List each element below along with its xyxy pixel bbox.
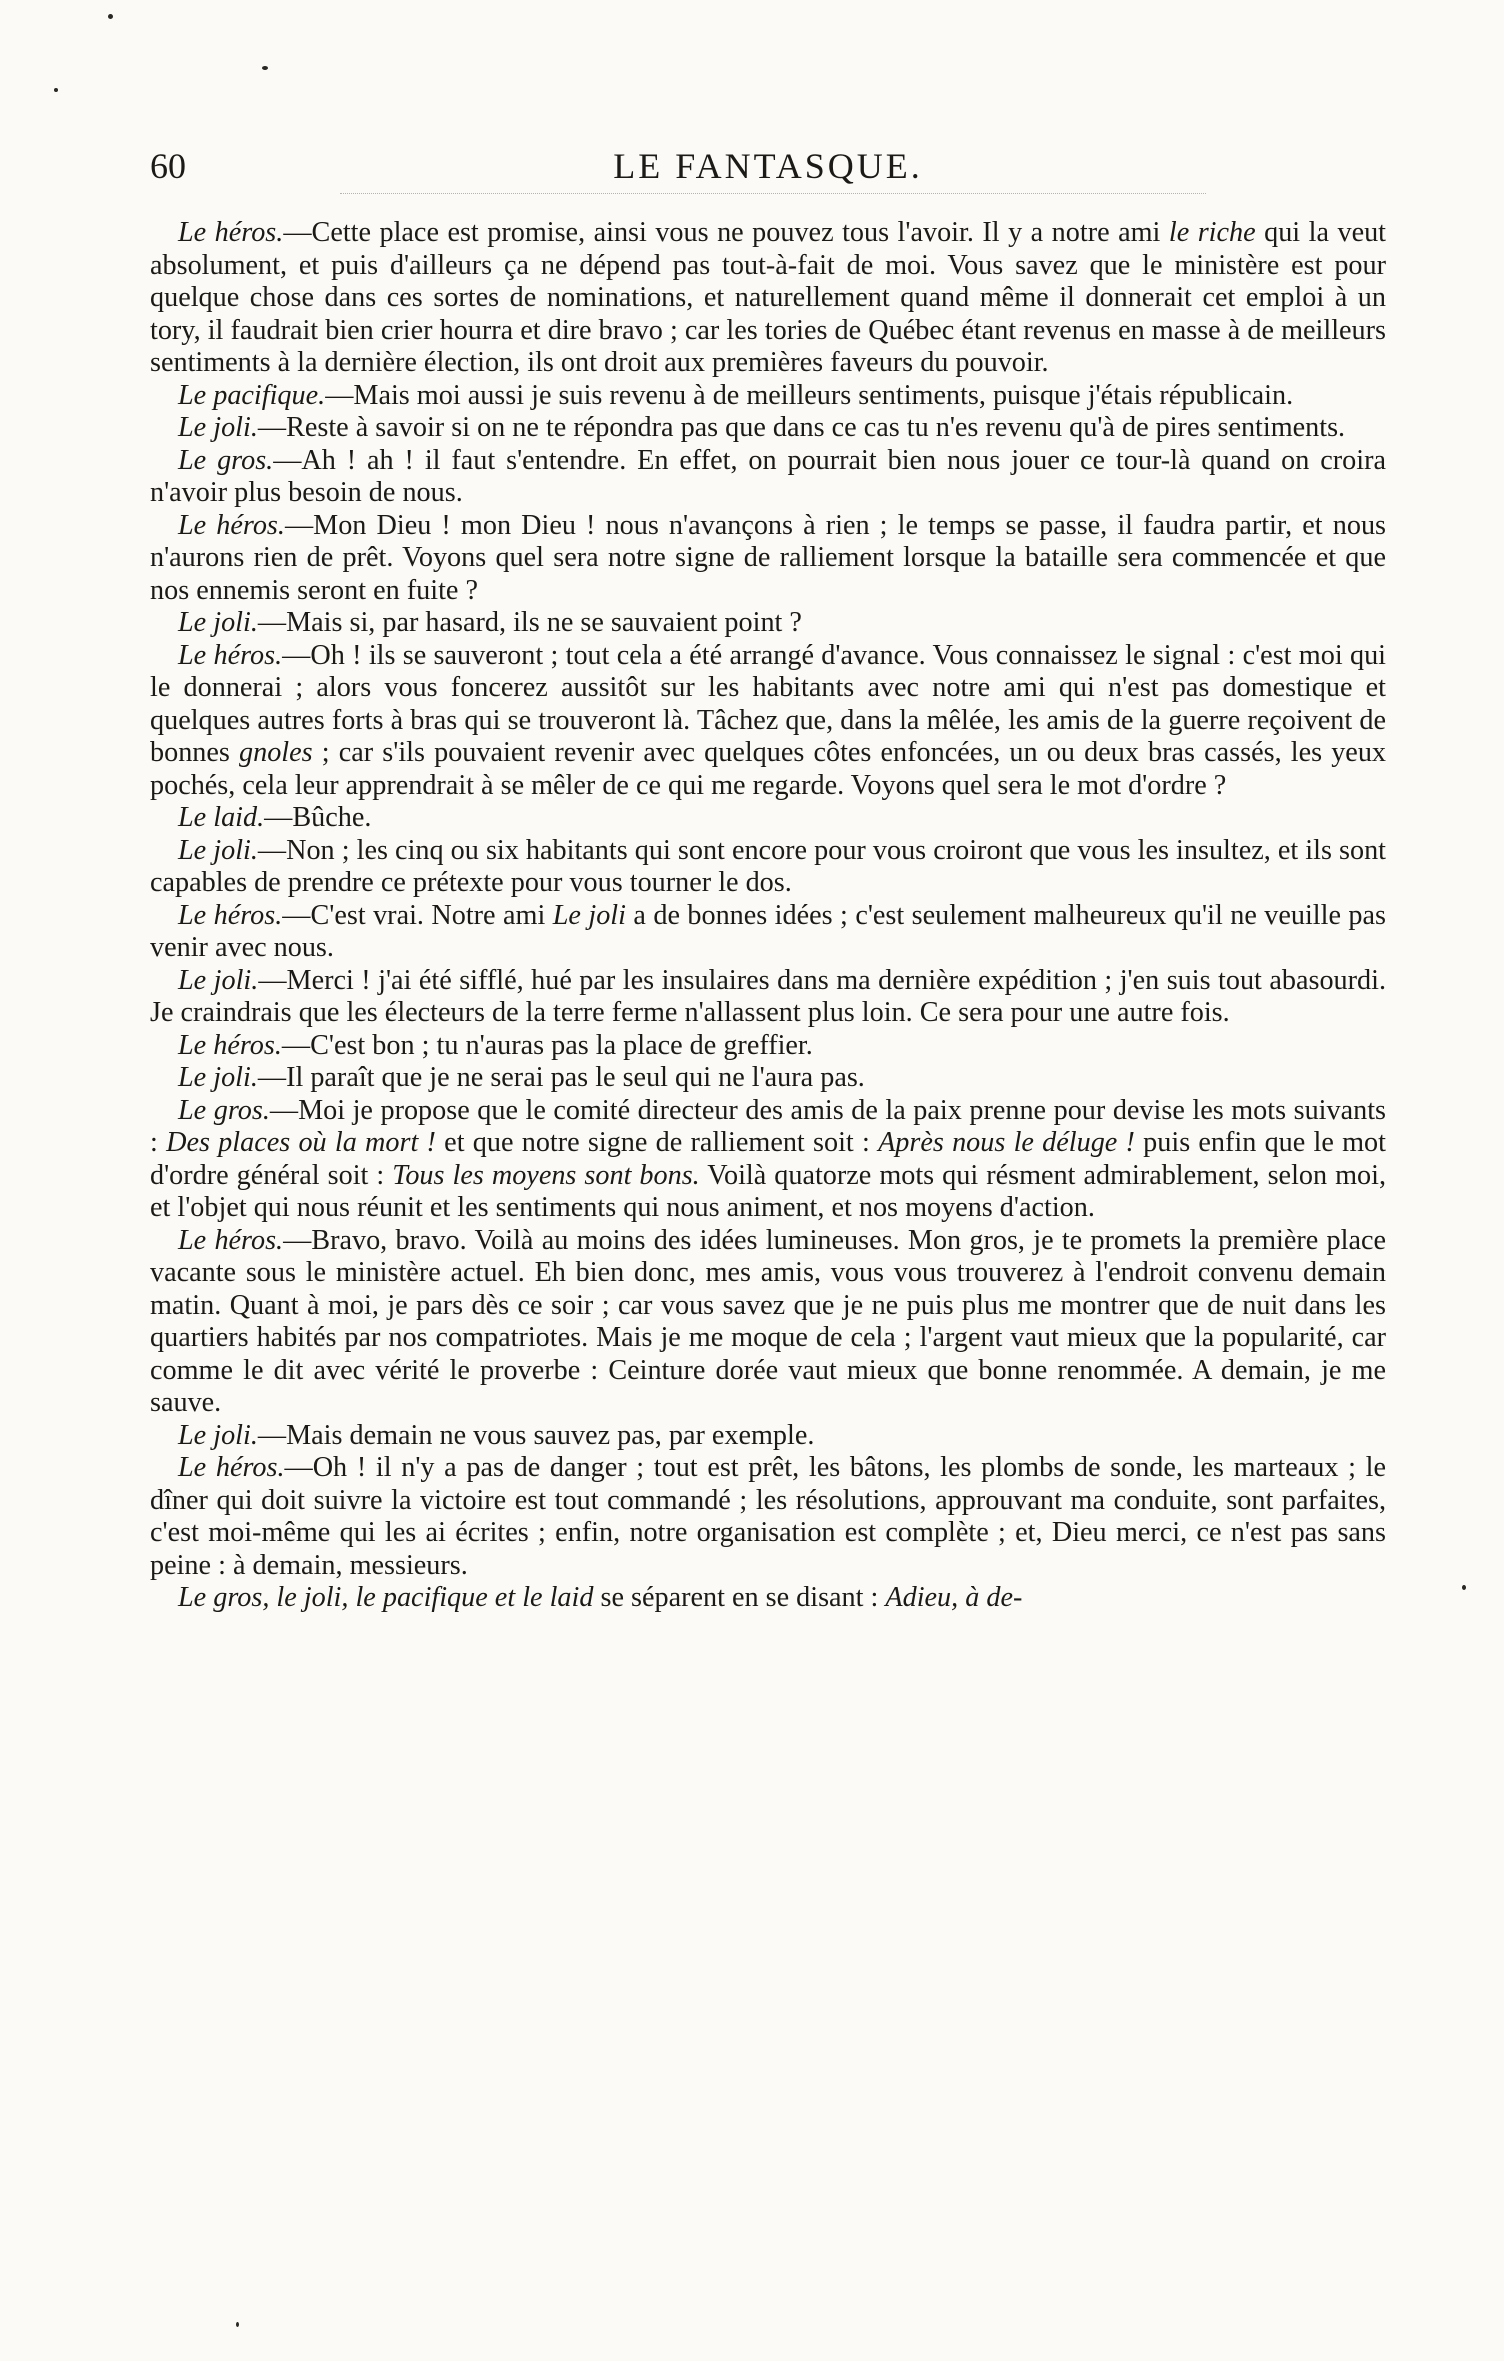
paragraph bbox=[150, 640, 1386, 803]
paragraph-text: —Bûche. bbox=[264, 802, 372, 833]
emphasis-text: Adieu, à de- bbox=[885, 1582, 1023, 1613]
paragraph bbox=[150, 835, 1386, 900]
paragraph-text: —Merci ! j'ai été sifflé, hué par les insulaires dans ma dernière expédition ; j'en suis tout abasourdi. Je craindrais que les électeurs de la terre ferme n'allassent plus loin. Ce sera pour une autre fois. bbox=[150, 964, 1387, 1028]
paragraph-text: a de bonnes idées ; c'est seulement malheureux qu'il ne veuille pas venir avec nous. bbox=[150, 899, 1386, 963]
page-number: 60 bbox=[150, 146, 186, 186]
paragraph-text: ; car s'ils pouvaient revenir avec quelques côtes enfoncées, un ou deux bras cassés, les yeux pochés, cela leur apprendrait à se mêler de ce qui me regarde. Voyons quel sera le mot d'ordre ? bbox=[150, 737, 1387, 801]
paragraph-text: —Cette place est promise, ainsi vous ne pouvez tous l'avoir. Il y a notre ami bbox=[283, 217, 1169, 248]
paragraph bbox=[150, 607, 1386, 640]
paragraph-text: puis enfin que le mot d'ordre général soit : bbox=[150, 1127, 1386, 1191]
speaker-name: Le héros. bbox=[178, 899, 283, 931]
speaker-name: Le gros. bbox=[178, 444, 274, 476]
paragraph-text: —Ah ! ah ! il faut s'entendre. En effet, on pourrait bien nous jouer ce tour-là quand on croira n'avoir plus besoin de nous. bbox=[150, 444, 1386, 508]
ink-speck bbox=[236, 2322, 239, 2327]
speaker-name: Le laid. bbox=[178, 802, 265, 833]
speaker-name: Le héros. bbox=[178, 509, 285, 541]
paragraph-text: —Oh ! il n'y a pas de danger ; tout est prêt, les bâtons, les plombs de sonde, les marteaux ; le dîner qui doit suivre la victoire est tout commandé ; les résolutions, approuvant ma conduite, sont parfaites, c'est moi-même qui les ai écrites ; enfin, notre organisation est complète ; et, Dieu merci, ce n'est pas sans peine : à demain, messieurs. bbox=[150, 1452, 1387, 1581]
emphasis-text: Après nous le déluge ! bbox=[878, 1127, 1135, 1158]
paragraph-text: —Oh ! ils se sauveront ; tout cela a été arrangé d'avance. Vous connaissez le signal : c'est moi qui le donnerai ; alors vous foncerez aussitôt sur les habitants avec notre ami qui n'est pas domestique et quelques autres forts à bras qui se trouveront là. Tâchez que, dans la mêlée, les amis de la guerre reçoivent de bonnes bbox=[150, 639, 1386, 768]
paragraph-text: —C'est bon ; tu n'auras pas la place de greffier. bbox=[281, 1029, 813, 1061]
speaker-name: Le héros. bbox=[178, 639, 283, 671]
speaker-name: Le joli. bbox=[178, 607, 258, 638]
paragraph-text: qui la veut absolument, et puis d'ailleurs ça ne dépend pas tout-à-fait de moi. Vous savez que le ministère est pour quelque chose dans ces sortes de nominations, et naturellement quand même il donnerait cet emploi à un tory, il faudrait bien crier hourra et dire bravo ; car les tories de Québec étant revenus en masse à de meilleurs sentiments à la dernière élection, ils ont droit aux premières faveurs du pouvoir. bbox=[150, 217, 1386, 378]
paragraph bbox=[150, 1420, 1386, 1453]
paragraph-text: —Il paraît que je ne serai pas le seul qui ne l'aura pas. bbox=[257, 1062, 865, 1093]
paragraph bbox=[150, 1095, 1386, 1225]
speaker-name: Le gros. bbox=[178, 1094, 270, 1126]
speaker-name: Le gros, le joli, le pacifique et le laid bbox=[178, 1582, 594, 1613]
paragraph bbox=[150, 900, 1386, 965]
paragraph-text: —C'est vrai. Notre ami bbox=[282, 899, 553, 931]
speaker-name: Le héros. bbox=[178, 1452, 285, 1483]
dialogue-text bbox=[150, 217, 1386, 1615]
speaker-name: Le pacifique. bbox=[178, 379, 326, 411]
ink-speck bbox=[54, 88, 58, 92]
paragraph bbox=[150, 965, 1386, 1030]
paragraph bbox=[150, 217, 1386, 380]
paragraph-text: se séparent en se disant : bbox=[593, 1582, 886, 1613]
ink-speck bbox=[262, 66, 268, 70]
book-page bbox=[150, 145, 1386, 1615]
speaker-name: Le héros. bbox=[178, 217, 284, 248]
paragraph bbox=[150, 1225, 1386, 1420]
ink-speck bbox=[108, 14, 113, 19]
paragraph-text: —Mais demain ne vous sauvez pas, par exemple. bbox=[257, 1419, 815, 1451]
paragraph-text: —Mais si, par hasard, ils ne se sauvaient point ? bbox=[257, 607, 802, 638]
speaker-name: Le joli. bbox=[178, 834, 258, 866]
paragraph bbox=[150, 1030, 1386, 1063]
speaker-name: Le héros. bbox=[178, 1029, 282, 1061]
emphasis-text: gnoles bbox=[239, 737, 313, 768]
paragraph bbox=[150, 412, 1386, 445]
emphasis-text: Des places où la mort ! bbox=[166, 1127, 436, 1158]
emphasis-text: le riche bbox=[1168, 217, 1256, 248]
emphasis-text: Le joli bbox=[552, 899, 626, 931]
speaker-name: Le héros. bbox=[178, 1224, 284, 1256]
paragraph bbox=[150, 445, 1386, 510]
paragraph-text: —Mon Dieu ! mon Dieu ! nous n'avançons à rien ; le temps se passe, il faudra partir, et nous n'aurons rien de prêt. Voyons quel sera notre signe de ralliement lorsque la bataille sera commencée et que nos ennemis seront en fuite ? bbox=[150, 509, 1387, 606]
ink-speck bbox=[1462, 1585, 1466, 1590]
paragraph bbox=[150, 510, 1386, 608]
paragraph-text: —Moi je propose que le comité directeur des amis de la paix prenne pour devise les mots suivants : bbox=[150, 1094, 1386, 1158]
running-title: LE FANTASQUE. bbox=[613, 146, 923, 186]
paragraph-text: —Reste à savoir si on ne te répondra pas que dans ce cas tu n'es revenu qu'à de pires sentiments. bbox=[257, 412, 1346, 443]
speaker-name: Le joli. bbox=[178, 1419, 258, 1451]
paragraph bbox=[150, 1452, 1386, 1582]
paragraph-text: —Bravo, bravo. Voilà au moins des idées lumineuses. Mon gros, je te promets la première place vacante sous le ministère actuel. Eh bien donc, mes amis, vous vous trouverez à l'endroit convenu demain matin. Quant à moi, je pars dès ce soir ; car vous savez que je ne puis plus me montrer que de nuit dans les quartiers habités par nos compatriotes. Mais je me moque de cela ; l'argent vaut mieux que la popularité, car comme le dit avec vérité le proverbe : Ceinture dorée vaut mieux que bonne renommée. A demain, je me sauve. bbox=[150, 1224, 1386, 1418]
paragraph bbox=[150, 802, 1386, 835]
emphasis-text: Tous les moyens sont bons. bbox=[392, 1159, 700, 1191]
paragraph bbox=[150, 1062, 1386, 1095]
paragraph-text: —Mais moi aussi je suis revenu à de meilleurs sentiments, puisque j'étais républicain. bbox=[325, 379, 1294, 411]
header-rule bbox=[340, 193, 1206, 194]
paragraph-text: et que notre signe de ralliement soit : bbox=[435, 1127, 879, 1158]
paragraph-text: Voilà quatorze mots qui résment admirablement, selon moi, et l'objet qui nous réunit et les sentiments qui nous animent, et nos moyens d'action. bbox=[150, 1159, 1387, 1223]
paragraph bbox=[150, 1582, 1386, 1615]
speaker-name: Le joli. bbox=[178, 412, 258, 443]
page-header bbox=[150, 145, 1386, 203]
speaker-name: Le joli. bbox=[178, 964, 259, 996]
speaker-name: Le joli. bbox=[178, 1062, 258, 1093]
paragraph bbox=[150, 380, 1386, 413]
paragraph-text: —Non ; les cinq ou six habitants qui sont encore pour vous croiront que vous les insultez, et ils sont capables de prendre ce prétexte pour vous tourner le dos. bbox=[150, 834, 1386, 898]
